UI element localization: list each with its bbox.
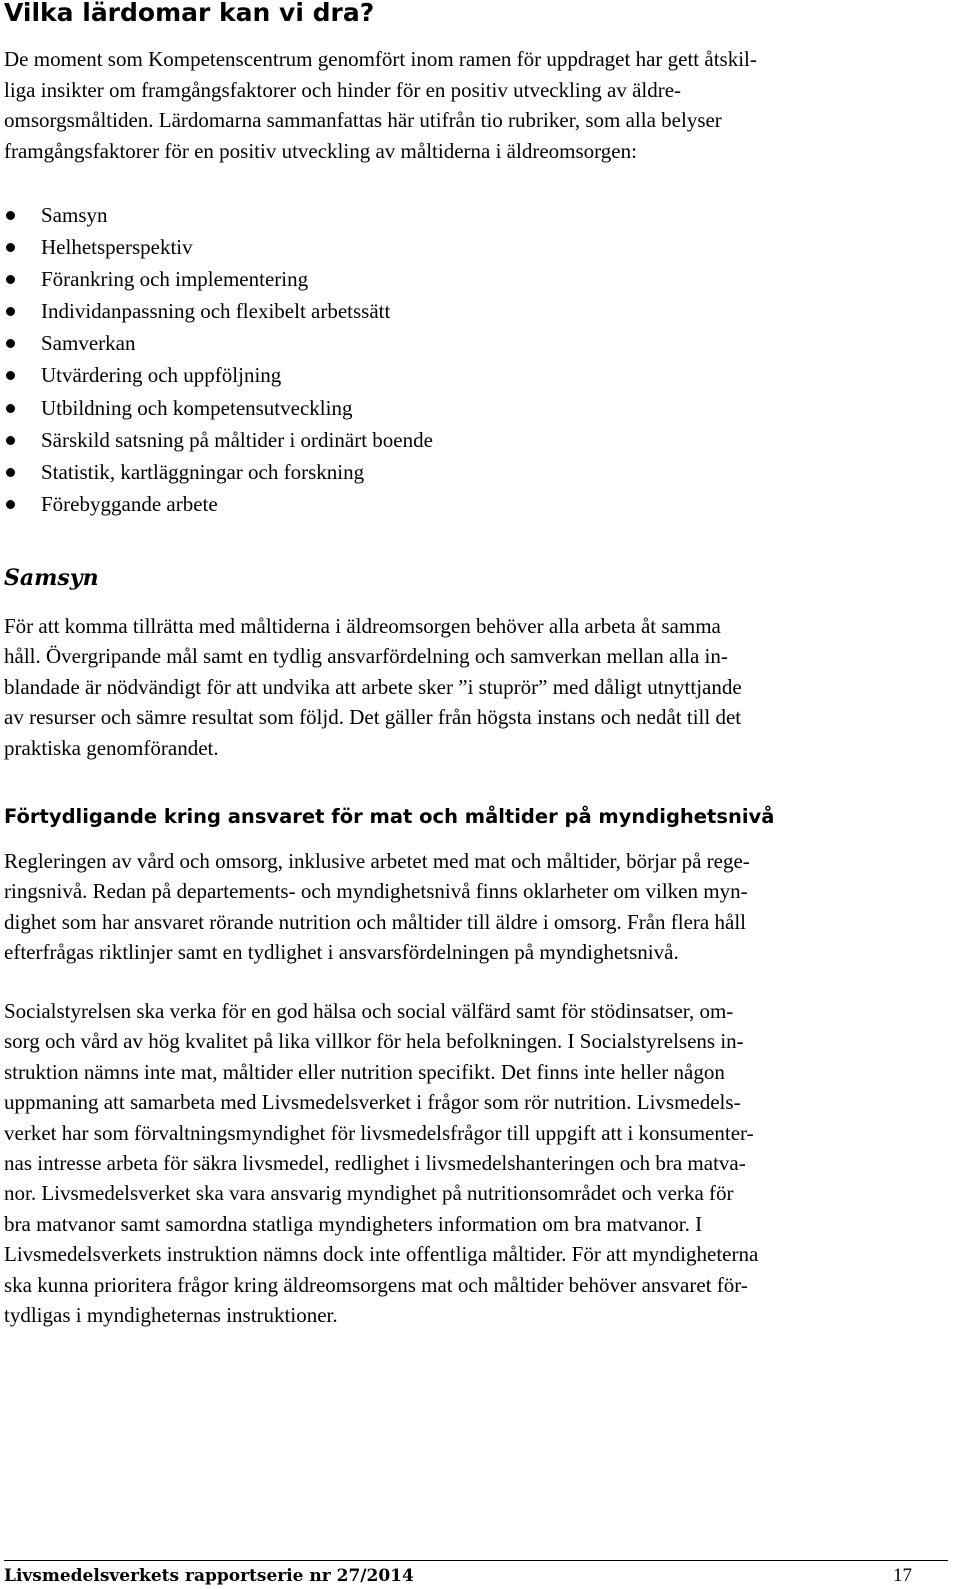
paragraph-line: dighet som har ansvaret rörande nutrition och måltider till äldre i omsorg. Från flera håll <box>4 909 746 934</box>
list-item <box>0 231 433 263</box>
socialstyrelsen-paragraph <box>4 996 944 1330</box>
bullet-icon <box>6 211 15 220</box>
paragraph-line: blandade är nödvändigt för att undvika att arbete sker ”i stuprör” med dåligt utnyttjande <box>4 674 742 699</box>
paragraph-line: ska kunna prioritera frågor kring äldreomsorgens mat och måltider behöver ansvaret för- <box>4 1272 748 1297</box>
regulation-paragraph <box>4 846 944 968</box>
intro-line: liga insikter om framgångsfaktorer och hinder för en positiv utveckling av äldre- <box>4 77 682 102</box>
paragraph-line: Livsmedelsverkets instruktion nämns dock inte offentliga måltider. För att myndigheterna <box>4 1242 759 1267</box>
list-item <box>0 456 433 488</box>
bullet-icon <box>6 275 15 284</box>
subsection-heading: Förtydligande kring ansvaret för mat och måltider på myndighetsnivå <box>4 805 775 828</box>
report-series-label: Livsmedelsverkets rapportserie nr 27/2014 <box>4 1566 414 1586</box>
paragraph-line: nas intresse arbeta för säkra livsmedel, redlighet i livsmedelshanteringen och bra matva- <box>4 1151 746 1176</box>
paragraph-line: ringsnivå. Redan på departements- och myndighetsnivå finns oklarheter om vilken myn- <box>4 879 748 904</box>
bullet-icon <box>6 243 15 252</box>
bullet-icon <box>6 404 15 413</box>
list-item-text: Utvärdering och uppföljning <box>41 363 282 388</box>
list-item <box>0 327 433 359</box>
bullet-icon <box>6 371 15 380</box>
paragraph-line: håll. Övergripande mål samt en tydlig ansvarfördelning och samverkan mellan alla in- <box>4 644 728 669</box>
list-item <box>0 359 433 391</box>
samsyn-heading: Samsyn <box>4 565 99 591</box>
intro-line: De moment som Kompetenscentrum genomfört inom ramen för uppdraget har gett åtskil- <box>4 47 757 71</box>
list-item <box>0 295 433 327</box>
bullet-icon <box>6 500 15 509</box>
bullet-icon <box>6 339 15 348</box>
paragraph-line: av resurser och sämre resultat som följd. Det gäller från högsta instans och nedåt till det <box>4 705 742 730</box>
paragraph-line: bra matvanor samt samordna statliga myndigheters information om bra matvanor. I <box>4 1211 703 1236</box>
paragraph-line: Regleringen av vård och omsorg, inklusive arbetet med mat och måltider, börjar på rege- <box>4 849 750 873</box>
list-item <box>0 424 433 456</box>
intro-paragraph <box>4 44 944 166</box>
paragraph-line: Socialstyrelsen ska verka för en god hälsa och social välfärd samt för stödinsatser, om- <box>4 999 734 1023</box>
samsyn-paragraph <box>4 611 944 763</box>
paragraph-line: För att komma tillrätta med måltiderna i äldreomsorgen behöver alla arbeta åt samma <box>4 614 721 638</box>
list-item-text: Utbildning och kompetensutveckling <box>41 395 353 420</box>
list-item-text: Individanpassning och flexibelt arbetssätt <box>41 299 391 324</box>
list-item-text: Särskild satsning på måltider i ordinärt boende <box>41 427 433 452</box>
page-heading: Vilka lärdomar kan vi dra? <box>4 0 375 27</box>
list-item-text: Samsyn <box>41 203 108 227</box>
paragraph-line: uppmaning att samarbeta med Livsmedelsverket i frågor som rör nutrition. Livsmedels- <box>4 1090 741 1115</box>
paragraph-line: struktion nämns inte mat, måltider eller nutrition specifikt. Det finns inte heller någon <box>4 1059 725 1084</box>
bullet-icon <box>6 436 15 445</box>
paragraph-line: nor. Livsmedelsverket ska vara ansvarig myndighet på nutritionsområdet och verka för <box>4 1181 734 1206</box>
bullet-icon <box>6 468 15 477</box>
list-item <box>0 199 433 231</box>
list-item <box>0 263 433 295</box>
list-item-text: Förebyggande arbete <box>41 491 218 516</box>
list-item <box>0 488 433 520</box>
intro-line: omsorgsmåltiden. Lärdomarna sammanfattas här utifrån tio rubriker, som alla belyser <box>4 108 722 133</box>
list-item-text: Förankring och implementering <box>41 267 309 292</box>
paragraph-line: tydligas i myndigheternas instruktioner. <box>4 1303 338 1328</box>
intro-line: framgångsfaktorer för en positiv utveckling av måltiderna i äldreomsorgen: <box>4 138 637 163</box>
list-item <box>0 392 433 424</box>
page-number: 17 <box>893 1565 912 1586</box>
footer-divider <box>4 1560 948 1561</box>
success-factors-list <box>0 199 433 520</box>
bullet-icon <box>6 307 15 316</box>
paragraph-line: praktiska genomförandet. <box>4 735 219 760</box>
paragraph-line: efterfrågas riktlinjer samt en tydlighet i ansvarsfördelningen på myndighetsnivå. <box>4 940 679 965</box>
paragraph-line: verket har som förvaltningsmyndighet för livsmedelsfrågor till uppgift att i konsumenter- <box>4 1120 754 1145</box>
paragraph-line: sorg och vård av hög kvalitet på lika villkor för hela befolkningen. I Socialstyrelsens in- <box>4 1029 744 1054</box>
list-item-text: Samverkan <box>41 331 136 356</box>
list-item-text: Helhetsperspektiv <box>41 235 193 260</box>
list-item-text: Statistik, kartläggningar och forskning <box>41 459 365 484</box>
